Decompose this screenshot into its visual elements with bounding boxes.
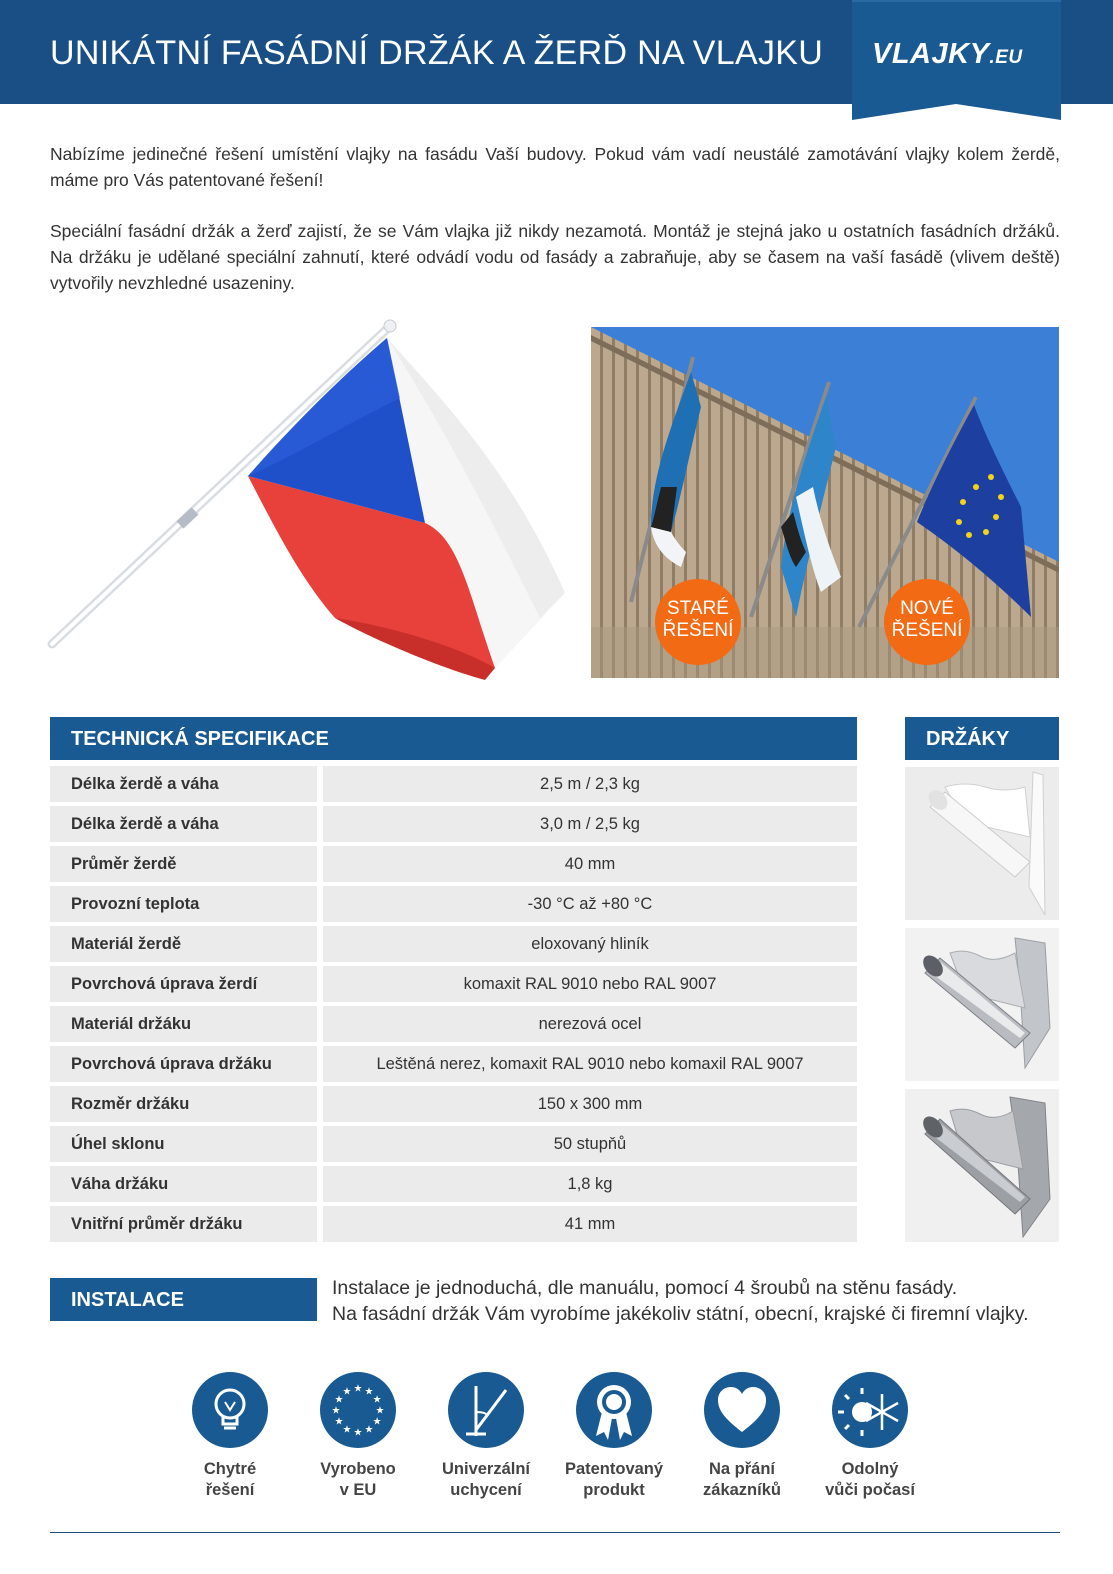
spec-row <box>50 1046 857 1082</box>
spec-label: Délka žerdě a váha <box>50 766 317 802</box>
spec-row <box>50 926 857 962</box>
angle-mount-icon <box>448 1372 524 1448</box>
feature-label: Na přání zákazníků <box>703 1460 781 1499</box>
heart-icon <box>704 1372 780 1448</box>
eu-stars-icon <box>320 1372 396 1448</box>
old-solution-badge <box>655 579 741 665</box>
white-holder-image <box>905 767 1059 920</box>
spec-row <box>50 1006 857 1042</box>
svg-text:ŘEŠENÍ: ŘEŠENÍ <box>891 620 963 641</box>
svg-text:★: ★ <box>334 1394 344 1406</box>
feature-smart-solution <box>160 1372 300 1501</box>
svg-text:★: ★ <box>372 1394 382 1406</box>
svg-text:★: ★ <box>334 1416 344 1428</box>
spec-row <box>50 886 857 922</box>
spec-label: Povrchová úprava žerdí <box>50 966 317 1002</box>
spec-value: 41 mm <box>323 1206 857 1242</box>
svg-text:★: ★ <box>342 1424 352 1436</box>
feature-label: Univerzální uchycení <box>441 1460 531 1499</box>
rosette-award-icon <box>576 1372 652 1448</box>
svg-text:★: ★ <box>364 1424 374 1436</box>
spec-value: 3,0 m / 2,5 kg <box>323 806 857 842</box>
spec-label: Povrchová úprava držáku <box>50 1046 317 1082</box>
svg-text:★: ★ <box>353 1427 363 1439</box>
spec-value: 50 stupňů <box>323 1126 857 1162</box>
spec-row <box>50 1166 857 1202</box>
logo-text: VLAJKY.EU <box>872 38 1023 70</box>
wall-flags-photo <box>591 327 1059 678</box>
svg-text:★: ★ <box>372 1416 382 1428</box>
svg-text:ŘEŠENÍ: ŘEŠENÍ <box>662 620 734 641</box>
intro-paragraph-2: Speciální fasádní držák a žerď zajistí, že se Vám vlajka již nikdy nezamotá. Montáž je stejná jako u ostatních fasádních držáků. Na držáku je udělané speciální zahnutí, které odvádí vodu od fasády a zabraňuje, aby se časem na vaší fasádě (vlivem deště) vytvořily nevzhledné usazeniny. <box>50 221 1060 293</box>
svg-text:STARÉ: STARÉ <box>667 598 729 619</box>
spec-label: Délka žerdě a váha <box>50 806 317 842</box>
spec-row <box>50 1206 857 1242</box>
feature-label: Vyrobeno v EU <box>320 1460 396 1499</box>
install-heading: INSTALACE <box>50 1278 317 1321</box>
spec-label: Vnitřní průměr držáku <box>50 1206 317 1242</box>
svg-text:NOVÉ: NOVÉ <box>900 598 954 619</box>
spec-row <box>50 806 857 842</box>
spec-value: 40 mm <box>323 846 857 882</box>
spec-label: Váha držáku <box>50 1166 317 1202</box>
page-title: UNIKÁTNÍ FASÁDNÍ DRŽÁK A ŽERĎ NA VLAJKU <box>50 34 824 72</box>
spec-value: 1,8 kg <box>323 1166 857 1202</box>
install-line-2: Na fasádní držák Vám vyrobíme jakékoliv státní, obecní, krajské či firemní vlajky. <box>332 1303 1029 1325</box>
polished-steel-holder-image <box>905 928 1059 1081</box>
install-text <box>332 1275 1029 1327</box>
install-line-1: Instalace je jednoduchá, dle manuálu, pomocí 4 šroubů na stěnu fasády. <box>332 1277 958 1299</box>
spec-row <box>50 1126 857 1162</box>
footer-divider <box>50 1532 1060 1533</box>
spec-heading: TECHNICKÁ SPECIFIKACE <box>50 717 857 760</box>
spec-label: Materiál žerdě <box>50 926 317 962</box>
intro-paragraph-1: Nabízíme jedinečné řešení umístění vlajky na fasádu Vaší budovy. Pokud vám vadí neustálé zamotávání vlajky kolem žerdě, máme pro Vás patentované řešení! <box>50 144 1060 190</box>
spec-label: Průměr žerdě <box>50 846 317 882</box>
feature-label: Chytré řešení <box>203 1460 257 1499</box>
spec-value: nerezová ocel <box>323 1006 857 1042</box>
spec-table <box>50 766 857 1246</box>
new-solution-badge <box>884 579 970 665</box>
feature-label: Odolný vůči počasí <box>825 1460 915 1499</box>
svg-text:★: ★ <box>353 1383 363 1395</box>
spec-row <box>50 1086 857 1122</box>
svg-text:★: ★ <box>342 1386 352 1398</box>
svg-text:★: ★ <box>364 1386 374 1398</box>
holders-heading: DRŽÁKY <box>905 717 1059 760</box>
spec-row <box>50 846 857 882</box>
svg-text:★: ★ <box>331 1405 341 1417</box>
spec-value: 2,5 m / 2,3 kg <box>323 766 857 802</box>
grey-holder-image <box>905 1089 1059 1242</box>
spec-value: 150 x 300 mm <box>323 1086 857 1122</box>
lightbulb-icon <box>192 1372 268 1448</box>
feature-made-in-eu <box>288 1372 428 1501</box>
feature-icons <box>160 1372 960 1512</box>
feature-on-request <box>672 1372 812 1501</box>
spec-row <box>50 966 857 1002</box>
spec-value: komaxit RAL 9010 nebo RAL 9007 <box>323 966 857 1002</box>
svg-text:★: ★ <box>375 1405 385 1417</box>
page-header <box>0 0 1113 104</box>
spec-value: Leštěná nerez, komaxit RAL 9010 nebo komaxil RAL 9007 <box>323 1046 857 1082</box>
spec-label: Provozní teplota <box>50 886 317 922</box>
czech-flag-photo <box>40 318 580 688</box>
spec-row <box>50 766 857 802</box>
sun-snowflake-icon <box>832 1372 908 1448</box>
feature-universal-mount <box>416 1372 556 1501</box>
feature-patented <box>544 1372 684 1501</box>
logo[interactable] <box>852 0 1061 120</box>
spec-label: Úhel sklonu <box>50 1126 317 1162</box>
feature-weather-resistant <box>800 1372 940 1501</box>
spec-value: eloxovaný hliník <box>323 926 857 962</box>
spec-value: -30 °C až +80 °C <box>323 886 857 922</box>
feature-label: Patentovaný produkt <box>564 1460 664 1499</box>
spec-label: Materiál držáku <box>50 1006 317 1042</box>
spec-label: Rozměr držáku <box>50 1086 317 1122</box>
